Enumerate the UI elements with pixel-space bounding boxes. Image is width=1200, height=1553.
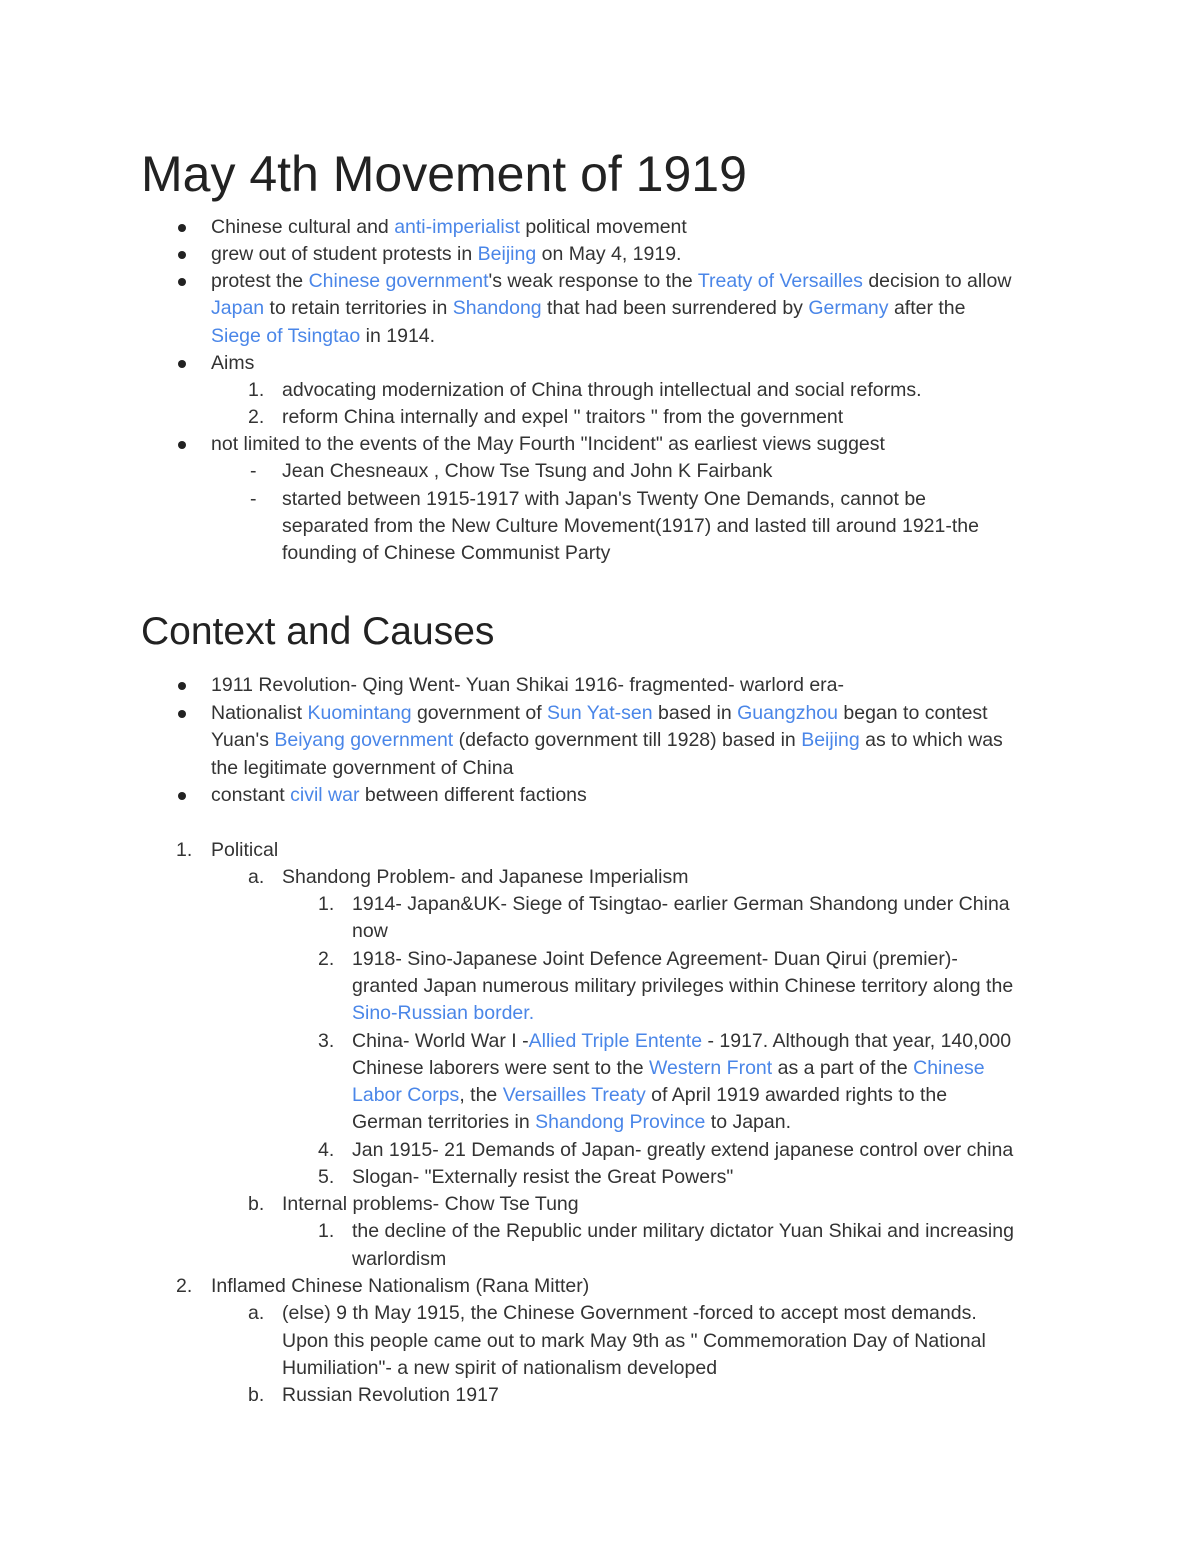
bullet-dot — [178, 792, 186, 800]
timeline-item-line-3: founding of Chinese Communist Party — [282, 542, 611, 564]
list-marker: 4. — [318, 1139, 335, 1161]
text: as to which was — [859, 729, 1003, 751]
context-bullet-3 — [211, 782, 587, 809]
link-japan[interactable]: Japan — [211, 297, 265, 319]
shandong-item-4: Jan 1915- 21 Demands of Japan- greatly extend japanese control over china — [352, 1139, 1014, 1161]
timeline-item-line-1: started between 1915-1917 with Japan's Twenty One Demands, cannot be — [282, 488, 927, 510]
link-versailles-treaty[interactable]: Versailles Treaty — [502, 1084, 646, 1106]
bullet-dot — [178, 251, 186, 259]
aims-item-2: reform China internally and expel " traitors " from the government — [282, 406, 844, 428]
bullet-dot — [178, 278, 186, 286]
link-germany[interactable]: Germany — [808, 297, 889, 319]
shandong-item-5: Slogan- "Externally resist the Great Powers" — [352, 1166, 734, 1188]
list-marker: 2. — [248, 406, 265, 428]
shandong-item-1-line-2: now — [352, 920, 388, 942]
text: based in — [652, 702, 738, 724]
link-beiyang-government[interactable]: Beiyang government — [274, 729, 454, 751]
link-treaty-of-versailles[interactable]: Treaty of Versailles — [697, 270, 863, 292]
cause-political: Political — [211, 839, 279, 861]
cause-nationalism: Inflamed Chinese Nationalism (Rana Mitter) — [211, 1275, 590, 1297]
text: Yuan's — [211, 729, 275, 751]
list-marker: 1. — [318, 1220, 335, 1242]
link-sino-russian-border[interactable]: Sino-Russian border — [352, 1002, 529, 1024]
intro-bullet-2 — [211, 241, 681, 268]
text: - 1917. Although that year, 140,000 — [702, 1030, 1012, 1052]
context-bullet-2-line-3: the legitimate government of China — [211, 757, 514, 779]
text: as a part of the — [772, 1057, 914, 1079]
shandong-item-3-line-2 — [352, 1055, 985, 1082]
link-allied-triple-entente[interactable]: Allied Triple Entente — [528, 1030, 703, 1052]
intro-bullet-aims: Aims — [211, 352, 255, 374]
text: on May 4, 1919. — [536, 243, 682, 265]
bullet-dot — [178, 441, 186, 449]
list-marker: 2. — [176, 1275, 193, 1297]
link-chinese-government[interactable]: Chinese government — [308, 270, 489, 292]
bullet-dot — [178, 682, 186, 690]
link-beijing[interactable]: Beijing — [477, 243, 537, 265]
link-guangzhou[interactable]: Guangzhou — [737, 702, 838, 724]
link-chinese-labor-corps[interactable]: Labor Corps — [352, 1084, 460, 1106]
text: grew out of student protests in — [211, 243, 478, 265]
link-chinese-labor-corps[interactable]: Chinese — [913, 1057, 985, 1079]
shandong-item-2-line-3 — [352, 1000, 534, 1027]
link-anti-imperialist[interactable]: anti-imperialist — [394, 216, 520, 238]
text: of April 1919 awarded rights to the — [645, 1084, 948, 1106]
list-marker: a. — [248, 866, 265, 888]
list-marker: b. — [248, 1193, 265, 1215]
list-marker: 1. — [176, 839, 193, 861]
link-civil-war[interactable]: civil war — [290, 784, 360, 806]
nationalism-item-a-line-3: Humiliation"- a new spirit of nationalism developed — [282, 1357, 718, 1379]
bullet-dot — [178, 710, 186, 718]
link-shandong[interactable]: Shandong — [452, 297, 542, 319]
internal-item-1-line-1: the decline of the Republic under military dictator Yuan Shikai and increasing — [352, 1220, 1014, 1242]
cause-internal-problems: Internal problems- Chow Tse Tung — [282, 1193, 579, 1215]
text: political movement — [519, 216, 687, 238]
list-marker: a. — [248, 1302, 265, 1324]
link-siege-of-tsingtao[interactable]: Siege of Tsingtao — [211, 325, 361, 347]
dash-marker: - — [250, 488, 257, 510]
shandong-item-2-line-2: granted Japan numerous military privileges within Chinese territory along the — [352, 975, 1014, 997]
section-heading-context: Context and Causes — [141, 610, 495, 653]
text: protest the — [211, 270, 309, 292]
link-shandong-province[interactable]: Shandong Province — [535, 1111, 706, 1133]
text: after the — [888, 297, 966, 319]
text: to retain territories in — [264, 297, 453, 319]
page-title: May 4th Movement of 1919 — [141, 146, 747, 202]
text: that had been surrendered by — [541, 297, 809, 319]
nationalism-item-a-line-1: (else) 9 th May 1915, the Chinese Government -forced to accept most demands. — [282, 1302, 977, 1324]
link-western-front[interactable]: Western Front — [649, 1057, 773, 1079]
text: Nationalist — [211, 702, 308, 724]
timeline-item-line-2: separated from the New Culture Movement(1917) and lasted till around 1921-the — [282, 515, 979, 537]
intro-bullet-3-line-2 — [211, 295, 966, 322]
text: constant — [211, 784, 291, 806]
text: (defacto government till 1928) based in — [453, 729, 802, 751]
shandong-item-3-line-1 — [352, 1028, 1011, 1055]
intro-bullet-5: not limited to the events of the May Fourth "Incident" as earliest views suggest — [211, 433, 885, 455]
context-bullet-1: 1911 Revolution- Qing Went- Yuan Shikai 1916- fragmented- warlord era- — [211, 674, 845, 696]
link-sun-yat-sen[interactable]: Sun Yat-sen — [547, 702, 653, 724]
list-marker: 5. — [318, 1166, 335, 1188]
link-kuomintang[interactable]: Kuomintang — [307, 702, 412, 724]
text: began to contest — [837, 702, 988, 724]
text: German territories in — [352, 1111, 536, 1133]
text: , the — [459, 1084, 503, 1106]
aims-item-1: advocating modernization of China through intellectual and social reforms. — [282, 379, 922, 401]
shandong-item-3-line-4 — [352, 1109, 791, 1136]
shandong-item-2-line-1: 1918- Sino-Japanese Joint Defence Agreement- Duan Qirui (premier)- — [352, 948, 958, 970]
text: in 1914. — [360, 325, 436, 347]
bullet-dot — [178, 360, 186, 368]
bullet-dot — [178, 224, 186, 232]
link-beijing[interactable]: Beijing — [801, 729, 860, 751]
text: between different factions — [359, 784, 587, 806]
text: . — [528, 1002, 535, 1024]
context-bullet-2-line-1 — [211, 700, 988, 727]
context-bullet-2-line-2 — [211, 727, 1003, 754]
text: China- World War I - — [352, 1030, 529, 1052]
text: decision to allow — [862, 270, 1012, 292]
dash-marker: - — [250, 460, 257, 482]
list-marker: 1. — [248, 379, 265, 401]
text: 's weak response to the — [488, 270, 698, 292]
intro-bullet-3-line-1 — [211, 268, 1011, 295]
text: Chinese cultural and — [211, 216, 395, 238]
text: Chinese laborers were sent to the — [352, 1057, 649, 1079]
shandong-item-3-line-3 — [352, 1082, 947, 1109]
nationalism-item-a-line-2: Upon this people came out to mark May 9th as " Commemoration Day of National — [282, 1330, 986, 1352]
list-marker: 3. — [318, 1030, 335, 1052]
list-marker: 1. — [318, 893, 335, 915]
nationalism-item-b: Russian Revolution 1917 — [282, 1384, 499, 1406]
text: to Japan. — [705, 1111, 792, 1133]
list-marker: b. — [248, 1384, 265, 1406]
intro-bullet-3-line-3 — [211, 323, 435, 350]
shandong-item-1-line-1: 1914- Japan&UK- Siege of Tsingtao- earlier German Shandong under China — [352, 893, 1010, 915]
text: government of — [411, 702, 548, 724]
cause-shandong-problem: Shandong Problem- and Japanese Imperialism — [282, 866, 689, 888]
intro-bullet-1 — [211, 214, 687, 241]
internal-item-1-line-2: warlordism — [352, 1248, 447, 1270]
historians-item: Jean Chesneaux , Chow Tse Tsung and John K Fairbank — [282, 460, 773, 482]
list-marker: 2. — [318, 948, 335, 970]
